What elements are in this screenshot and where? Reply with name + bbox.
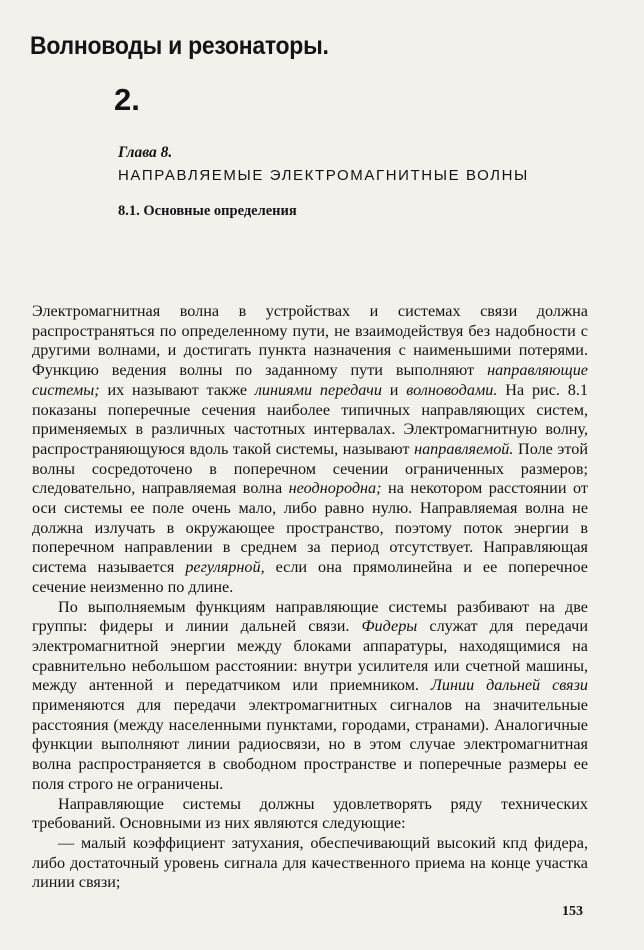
paragraph-2 [32,598,588,795]
paragraph-4: — малый коэффициент затухания, обеспечивающий высокий кпд фидера, либо достаточный уровень сигнала для качественного приема на конце участка линии связи; [32,833,588,892]
p1-emphasis-2: линиями передачи [254,380,382,399]
p2-emphasis-1: Фидеры [361,617,418,636]
p1-emphasis-1: направляющие системы; [32,361,588,399]
p1-text-1: Электромагнитная волна в устройствах и системах связи должна распространяться по определенному пути, не взаимодействуя без надобности с другими волнами, и достигать пункта назначения с наименьшими потерями. Функцию ведения волны по заданному пути выполняют [32,302,588,380]
p2-text-2: служат для передачи электромагнитной энергии между блоками аппаратуры, находящимися на сравнительно небольшом расстоянии: внутри усилителя или счетной машины, между антенной и передатчиком или приемником. [32,617,588,695]
p1-emphasis-4: направляемой. [414,439,514,458]
p1-text-2: их называют также [99,380,255,399]
p2-emphasis-2: Линии дальней связи [430,676,588,695]
p1-text-6: на некотором расстоянии от оси системы ее поле очень мало, либо равно нулю. Направляемая волна не должна излучать в окружающее пространство, поэтому поток энергии в поперечном направлении в среднем за период отсутствует. Направляющая система называется [32,479,588,577]
p1-emphasis-5: неоднородна; [288,479,382,498]
p1-text-3: и [381,380,407,399]
p1-text-7: если она прямолинейна и ее поперечное сечение неизменно по длине. [32,558,588,596]
p2-text-1: По выполняемым функциям направляющие системы разбивают на две группы: фидеры и линии дальней связи. [32,597,588,636]
body-text [32,302,588,893]
section-title: 8.1. Основные определения [118,203,297,219]
p1-text-4: На рис. 8.1 показаны поперечные сечения наиболее типичных направляющих систем, применяемых в различных частотных интервалах. Электромагнитную волну, распространяющуюся вдоль такой системы, называют [32,380,588,458]
p2-text-3: применяются для передачи электромагнитных сигналов на значительные расстояния (между населенными пунктами, городами, странами). Аналогичные функции выполняют линии радиосвязи, но в этом случае электромагнитная волна распространяется в свободном пространстве и поперечные размеры ее поля строго не ограничены. [32,696,588,793]
p1-emphasis-3: волноводами. [406,380,498,399]
chapter-label: Глава 8. [118,144,173,161]
handwritten-title: Волноводы и резонаторы. [30,32,329,60]
paragraph-3: Направляющие системы должны удовлетворять ряду технических требований. Основными из них являются следующие: [32,794,588,833]
paragraph-1 [32,302,588,598]
handwritten-number: 2. [114,82,140,117]
page-number: 153 [562,904,583,919]
p1-text-5: Поле этой волны сосредоточено в поперечном сечении ограниченных размеров; следовательно, направляемая волна [32,439,588,498]
chapter-title: НАПРАВЛЯЕМЫЕ ЭЛЕКТРОМАГНИТНЫЕ ВОЛНЫ [118,167,529,184]
p1-emphasis-6: регулярной, [185,558,265,577]
